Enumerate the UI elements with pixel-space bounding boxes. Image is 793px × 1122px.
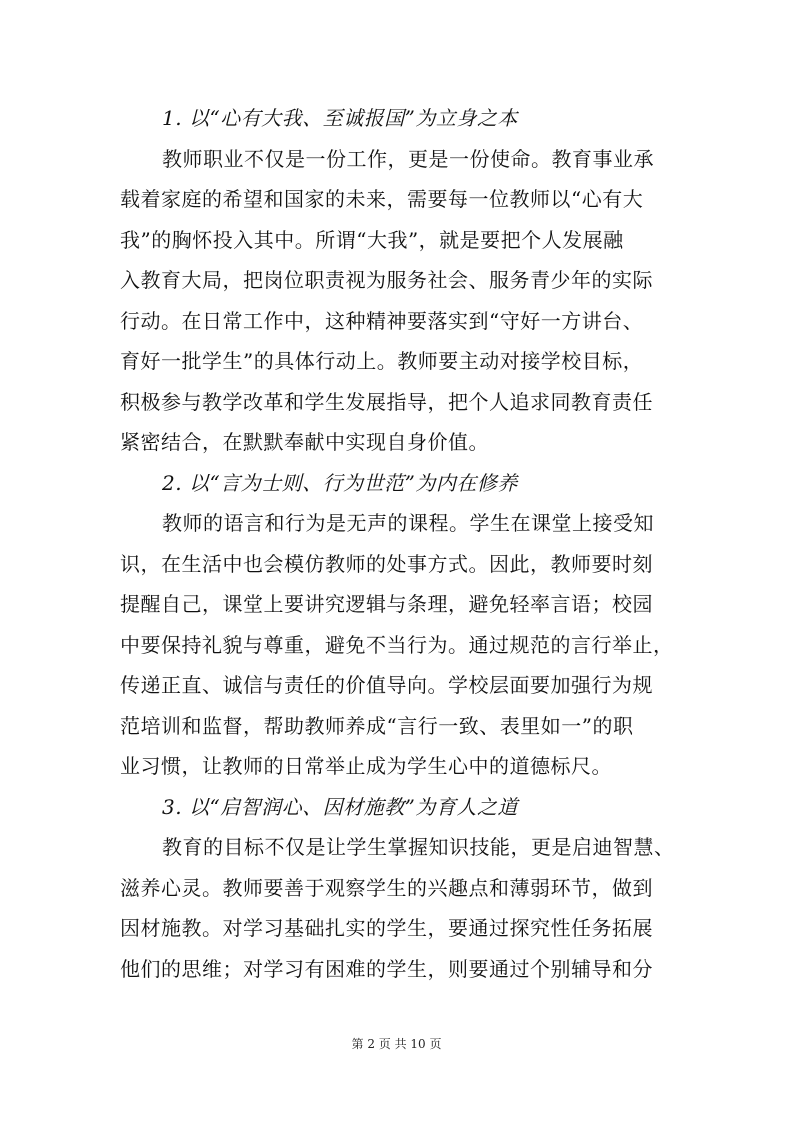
paragraph-line: 提醒自己，课堂上要讲究逻辑与条理，避免轻率言语；校园 (120, 592, 653, 616)
paragraph-line: 我”的胸怀投入其中。所谓“大我”，就是要把个人发展融 (120, 227, 624, 252)
paragraph-line: 入教育大局，把岗位职责视为服务社会、服务青少年的实际 (120, 268, 653, 292)
document-body (120, 98, 680, 989)
paragraph-line: 教师的语言和行为是无声的课程。学生在课堂上接受知 (162, 511, 654, 535)
section-heading-2: 2. 以“言为士则、行为世范”为内在修养 (162, 470, 518, 495)
paragraph-line: 他们的思维；对学习有困难的学生，则要通过个别辅导和分 (120, 956, 653, 981)
paragraph-line: 积极参与教学改革和学生发展指导，把个人追求同教育责任 (120, 389, 653, 414)
paragraph-line: 传递正直、诚信与责任的价值导向。学校层面要加强行为规 (120, 673, 653, 697)
paragraph-line: 育好一批学生”的具体行动上。教师要主动对接学校目标， (120, 349, 644, 373)
paragraph-line: 行动。在日常工作中，这种精神要落实到“守好一方讲台、 (120, 308, 644, 333)
paragraph-line: 识，在生活中也会模仿教师的处事方式。因此，教师要时刻 (120, 551, 653, 576)
paragraph-line: 教师职业不仅是一份工作，更是一份使命。教育事业承 (162, 146, 654, 171)
paragraph-line: 范培训和监督，帮助教师养成“言行一致、表里如一”的职 (120, 713, 634, 738)
paragraph-line: 中要保持礼貌与尊重，避免不当行为。通过规范的言行举止， (120, 632, 674, 657)
paragraph-line: 业习惯，让教师的日常举止成为学生心中的道德标尺。 (120, 754, 612, 778)
paragraph-line: 因材施教。对学习基础扎实的学生，要通过探究性任务拓展 (120, 916, 653, 940)
paragraph-line: 载着家庭的希望和国家的未来，需要每一位教师以“心有大 (120, 187, 644, 211)
paragraph-line: 紧密结合，在默默奉献中实现自身价值。 (120, 430, 489, 454)
paragraph-line: 滋养心灵。教师要善于观察学生的兴趣点和薄弱环节，做到 (120, 875, 653, 900)
page-footer: 第 2 页 共 10 页 (351, 1037, 442, 1051)
section-heading-1: 1. 以“心有大我、至诚报国”为立身之本 (162, 106, 518, 130)
paragraph-line: 教育的目标不仅是让学生掌握知识技能，更是启迪智慧、 (162, 835, 675, 859)
section-heading-3: 3. 以“启智润心、因材施教”为育人之道 (162, 794, 518, 819)
